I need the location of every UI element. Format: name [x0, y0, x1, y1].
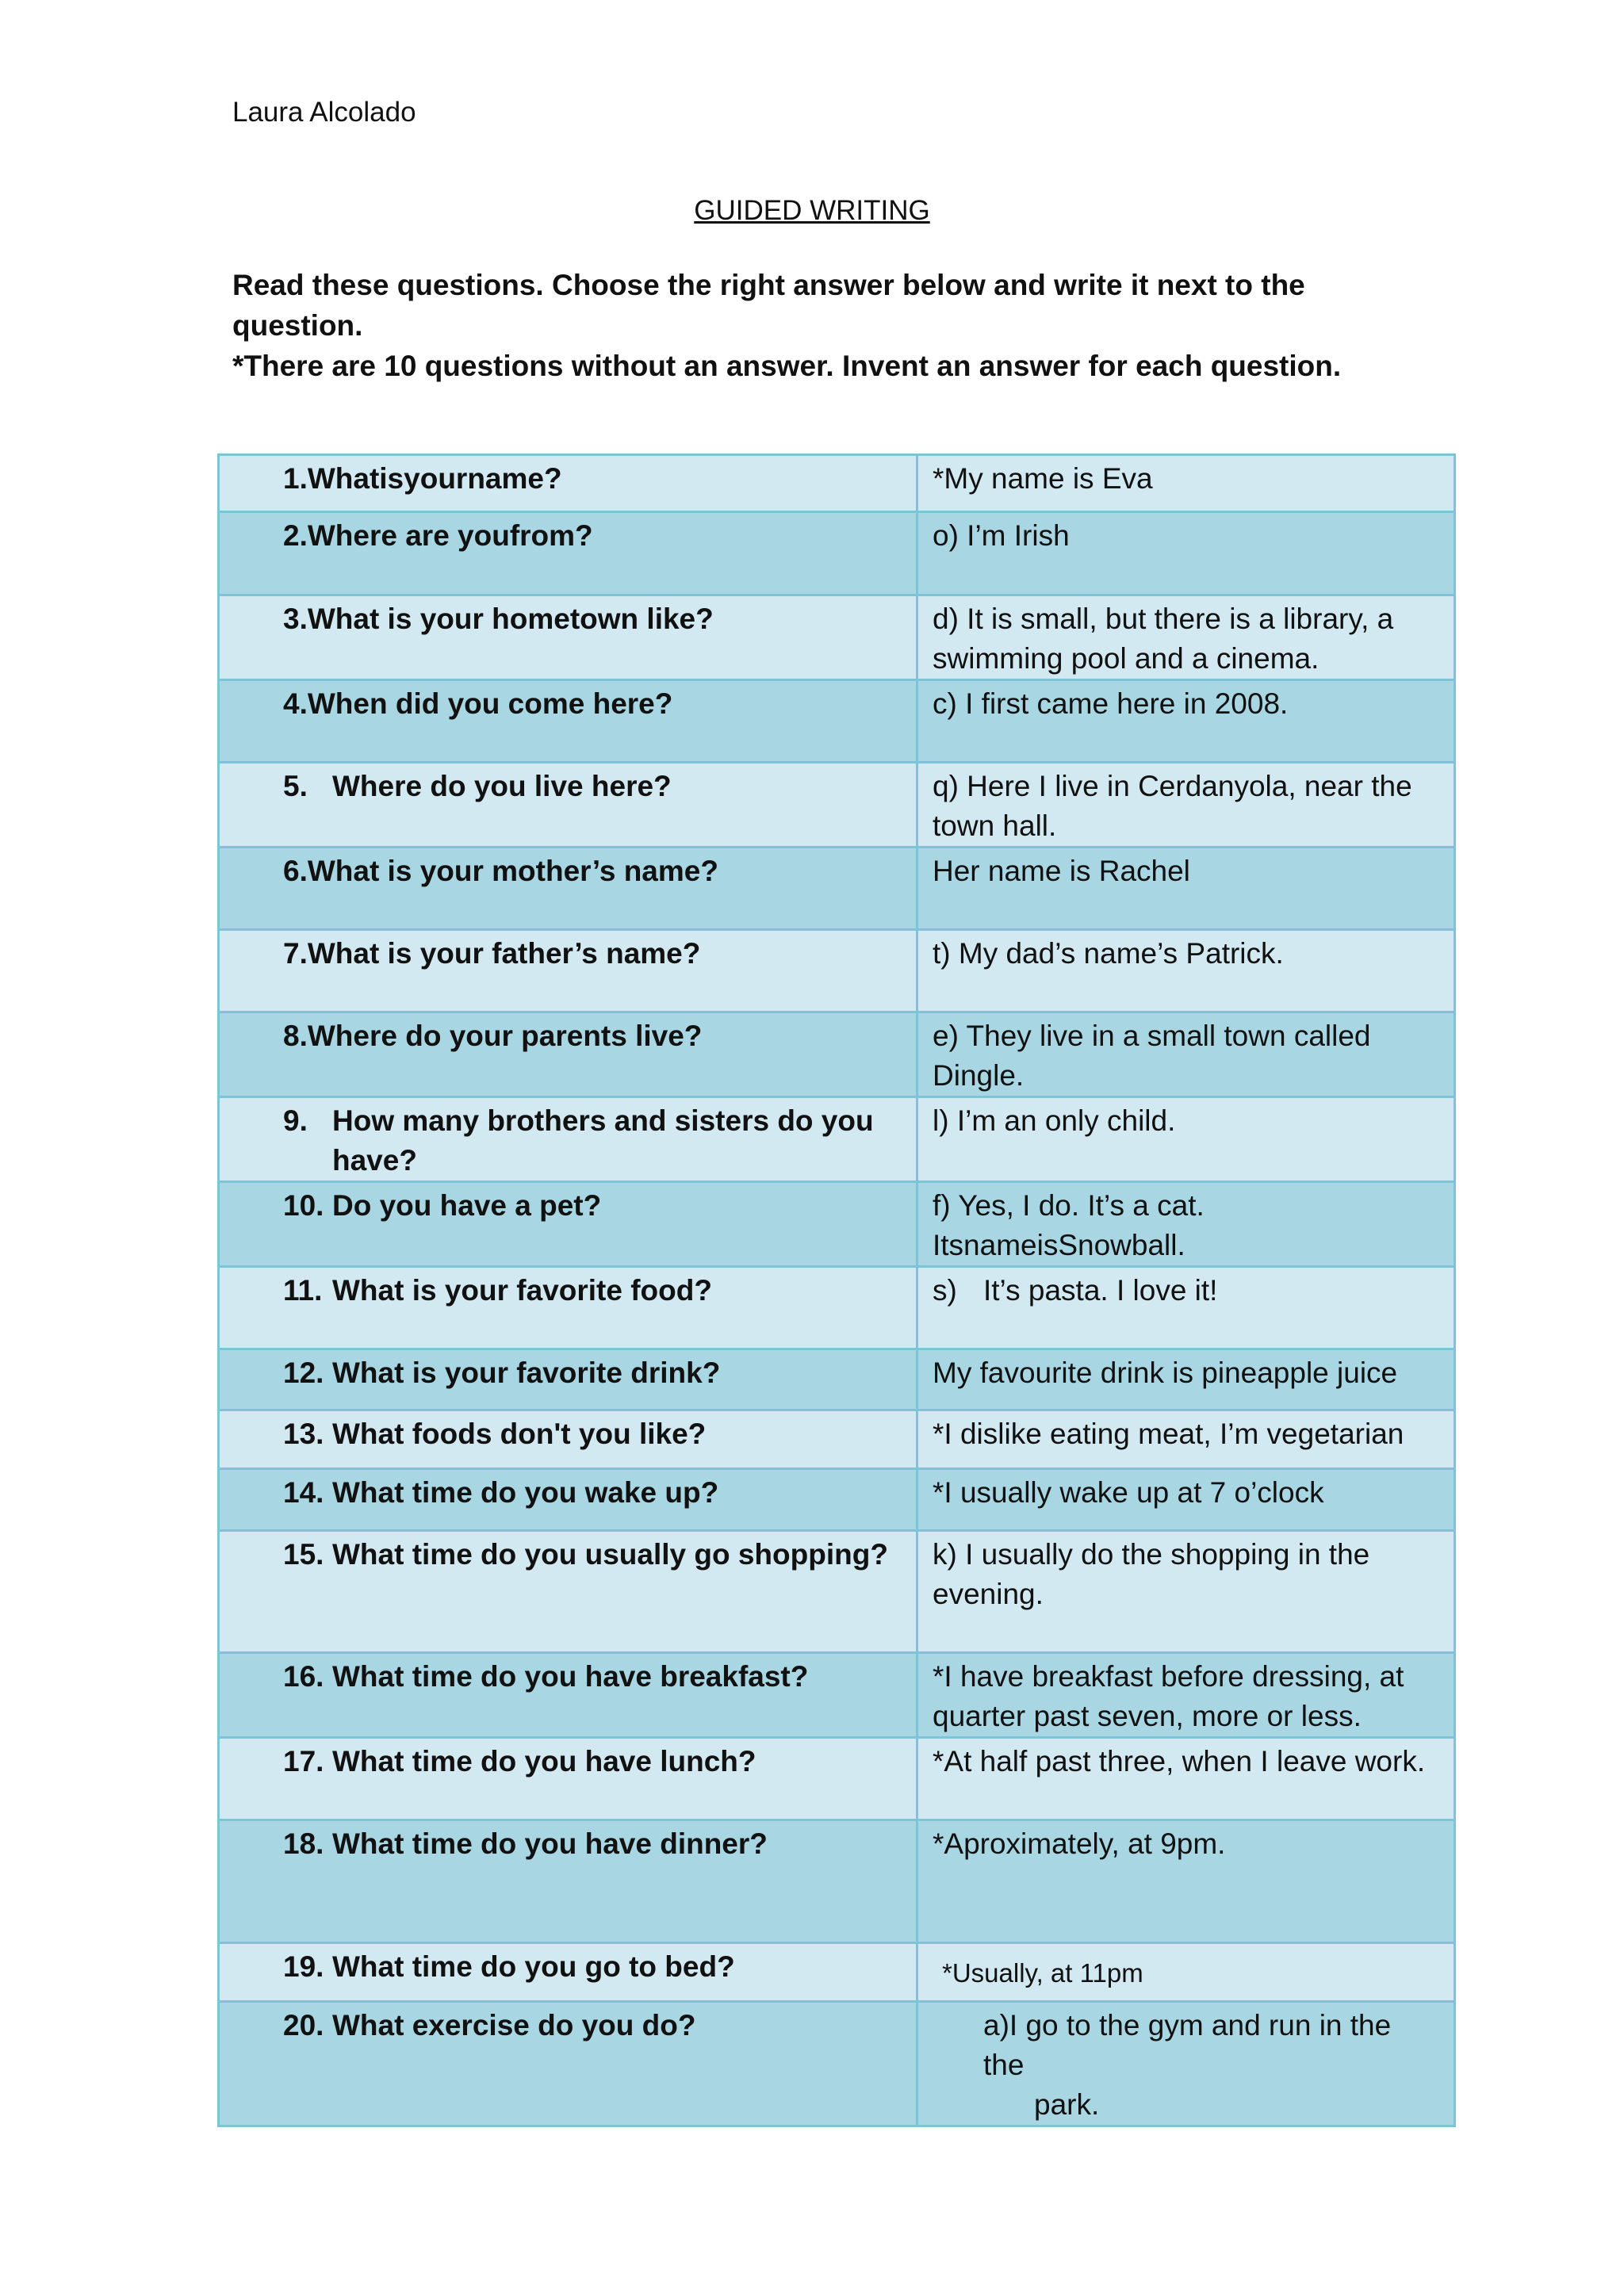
answer-cell — [917, 1738, 1455, 1820]
answer-text: *I dislike eating meat, I’m vegetarian — [933, 1418, 1404, 1450]
question-text: What is your hometown like? — [307, 603, 714, 635]
question-cell — [219, 1267, 917, 1349]
answer-cell — [917, 1267, 1455, 1349]
page-title: GUIDED WRITING — [694, 195, 930, 226]
question-number: 3. — [283, 603, 308, 635]
table-row — [219, 1738, 1455, 1820]
question-text: Where are youfrom? — [307, 519, 593, 552]
answer-cell — [917, 1943, 1455, 2002]
question-cell — [219, 1469, 917, 1531]
question-text: What is your favorite food? — [332, 1274, 712, 1307]
answer-text: q) Here I live in Cerdanyola, near the town hall. — [933, 770, 1412, 842]
answer-cell — [917, 1012, 1455, 1097]
answer-cell — [917, 1653, 1455, 1738]
question-cell — [219, 1410, 917, 1469]
question-cell — [219, 1738, 917, 1820]
instructions-line-3: *There are 10 questions without an answer. Invent an answer for each question. — [232, 350, 1342, 382]
question-number: 20. — [283, 2009, 324, 2042]
answer-text: My favourite drink is pineapple juice — [933, 1357, 1398, 1389]
question-cell — [219, 1653, 917, 1738]
question-cell — [219, 1012, 917, 1097]
question-cell — [219, 930, 917, 1012]
instructions-line-2: question. — [232, 309, 363, 342]
table-row — [219, 1012, 1455, 1097]
table-row — [219, 1410, 1455, 1469]
question-number: 17. — [283, 1745, 324, 1777]
question-number: 5. — [283, 770, 308, 802]
question-text: What is your mother’s name? — [307, 855, 718, 887]
answer-text: o) I’m Irish — [933, 519, 1070, 552]
table-row — [219, 680, 1455, 763]
question-number: 14. — [283, 1476, 324, 1509]
question-number: 12. — [283, 1357, 324, 1389]
question-number: 7. — [283, 937, 308, 970]
question-text: When did you come here? — [307, 687, 673, 720]
question-cell — [219, 1531, 917, 1653]
question-number: 19. — [283, 1950, 324, 1983]
answer-text: t) My dad’s name’s Patrick. — [933, 937, 1284, 970]
question-cell — [219, 512, 917, 595]
question-text: Whatisyourname? — [307, 462, 562, 495]
question-text: What is your favorite drink? — [332, 1357, 721, 1389]
table-row — [219, 1349, 1455, 1410]
table-row — [219, 930, 1455, 1012]
question-text: How many brothers and sisters do you have? — [332, 1104, 874, 1177]
answer-letter: s) — [933, 1274, 957, 1307]
answer-cell — [917, 848, 1455, 930]
answer-text: l) I’m an only child. — [933, 1104, 1176, 1137]
question-number: 4. — [283, 687, 308, 720]
question-number: 9. — [283, 1104, 308, 1137]
answer-cell — [917, 680, 1455, 763]
table-row — [219, 848, 1455, 930]
answer-text: f) Yes, I do. It’s a cat. ItsnameisSnowball. — [933, 1189, 1205, 1261]
answer-text: *My name is Eva — [933, 462, 1153, 495]
answer-cell — [917, 763, 1455, 848]
table-row — [219, 1469, 1455, 1531]
question-text: What time do you usually go shopping? — [332, 1538, 888, 1571]
table-row — [219, 455, 1455, 512]
answer-text: It’s pasta. I love it! — [983, 1274, 1218, 1307]
answer-text: *At half past three, when I leave work. — [933, 1745, 1426, 1777]
question-cell — [219, 1182, 917, 1267]
question-text: Where do your parents live? — [307, 1020, 703, 1052]
question-cell — [219, 1349, 917, 1410]
answer-cell — [917, 1182, 1455, 1267]
answer-cell — [917, 595, 1455, 680]
question-text: Do you have a pet? — [332, 1189, 602, 1222]
answer-cell — [917, 1097, 1455, 1182]
question-number: 16. — [283, 1660, 324, 1693]
question-text: What exercise do you do? — [332, 2009, 696, 2042]
question-cell — [219, 763, 917, 848]
answer-text: a)I go to the gym and run in the the — [983, 2009, 1392, 2081]
table-row — [219, 1943, 1455, 2002]
answer-text: *I usually wake up at 7 o’clock — [933, 1476, 1324, 1509]
question-cell — [219, 1943, 917, 2002]
answer-text: c) I first came here in 2008. — [933, 687, 1289, 720]
question-cell — [219, 1097, 917, 1182]
table-row — [219, 2002, 1455, 2126]
question-cell — [219, 1820, 917, 1943]
answer-text: k) I usually do the shopping in the evening. — [933, 1538, 1370, 1610]
qa-table — [217, 453, 1456, 2127]
question-cell — [219, 2002, 917, 2126]
question-text: What time do you go to bed? — [332, 1950, 735, 1983]
table-row — [219, 512, 1455, 595]
answer-cell — [917, 930, 1455, 1012]
question-cell — [219, 680, 917, 763]
question-cell — [219, 455, 917, 512]
table-row — [219, 1097, 1455, 1182]
question-number: 8. — [283, 1020, 308, 1052]
question-text: What time do you have breakfast? — [332, 1660, 809, 1693]
table-row — [219, 1267, 1455, 1349]
question-number: 18. — [283, 1827, 324, 1860]
answer-cell — [917, 1820, 1455, 1943]
table-row — [219, 1182, 1455, 1267]
instructions-line-1: Read these questions. Choose the right answer below and write it next to the — [232, 269, 1305, 301]
answer-cell — [917, 1531, 1455, 1653]
question-text: Where do you live here? — [332, 770, 672, 802]
question-text: What foods don't you like? — [332, 1418, 707, 1450]
answer-cell — [917, 2002, 1455, 2126]
question-cell — [219, 595, 917, 680]
question-text: What time do you have lunch? — [332, 1745, 756, 1777]
table-row — [219, 763, 1455, 848]
answer-text-continued: park. — [1034, 2088, 1100, 2121]
question-number: 13. — [283, 1418, 324, 1450]
question-text: What is your father’s name? — [307, 937, 701, 970]
answer-text: *Aproximately, at 9pm. — [933, 1827, 1226, 1860]
question-number: 2. — [283, 519, 308, 552]
answer-text: e) They live in a small town called Dingle. — [933, 1020, 1371, 1092]
answer-text: Her name is Rachel — [933, 855, 1190, 887]
instructions — [232, 265, 1501, 386]
question-number: 15. — [283, 1538, 324, 1571]
answer-text: *I have breakfast before dressing, at quarter past seven, more or less. — [933, 1660, 1404, 1732]
question-number: 10. — [283, 1189, 324, 1222]
table-row — [219, 1531, 1455, 1653]
question-number: 1. — [283, 462, 308, 495]
answer-cell — [917, 455, 1455, 512]
table-row — [219, 595, 1455, 680]
answer-cell — [917, 1410, 1455, 1469]
author-name: Laura Alcolado — [232, 97, 416, 128]
answer-cell — [917, 1349, 1455, 1410]
question-text: What time do you wake up? — [332, 1476, 719, 1509]
answer-text: *Usually, at 11pm — [942, 1958, 1143, 1988]
answer-text: d) It is small, but there is a library, a swimming pool and a cinema. — [933, 603, 1394, 675]
answer-cell — [917, 1469, 1455, 1531]
question-number: 6. — [283, 855, 308, 887]
question-cell — [219, 848, 917, 930]
question-text: What time do you have dinner? — [332, 1827, 768, 1860]
question-number: 11. — [283, 1274, 323, 1307]
table-row — [219, 1653, 1455, 1738]
answer-cell — [917, 512, 1455, 595]
table-row — [219, 1820, 1455, 1943]
